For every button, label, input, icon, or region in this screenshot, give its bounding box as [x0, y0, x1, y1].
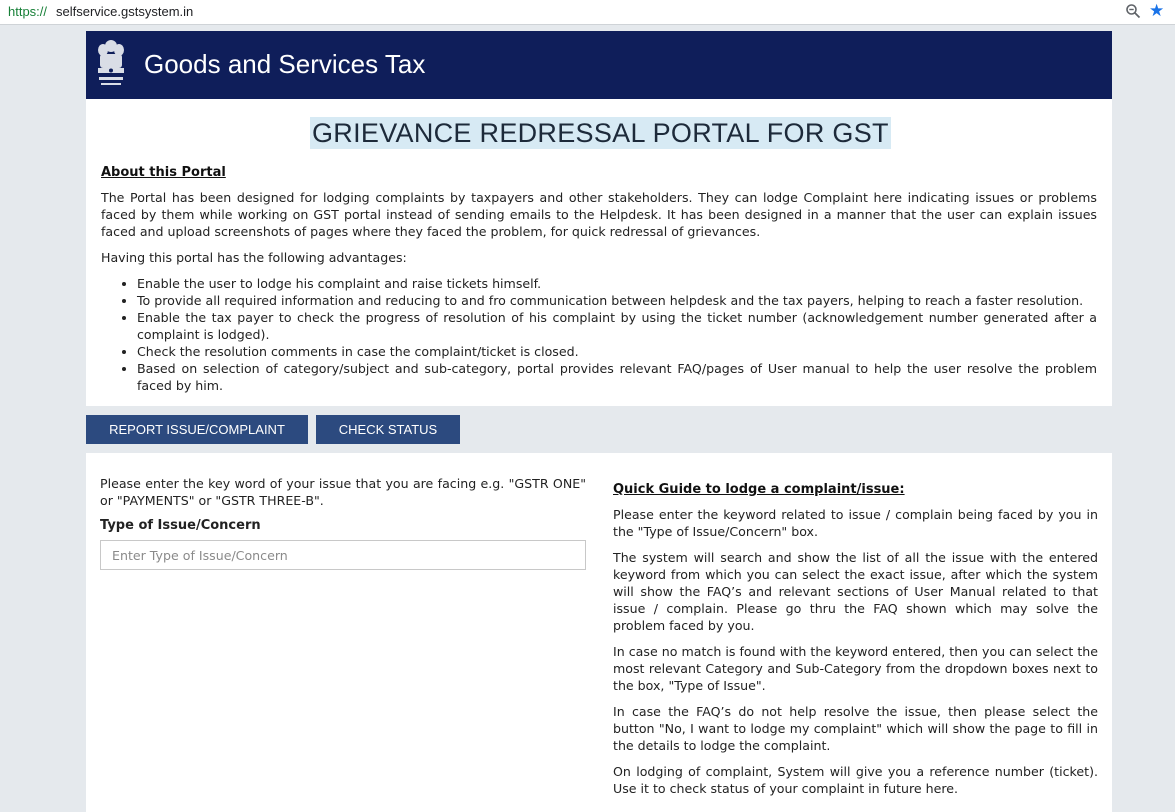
list-item: Based on selection of category/subject and sub-category, portal provides relevant FAQ/pages of User manual to help the user resolve the problem faced by him. [137, 361, 1097, 393]
guide-paragraph: In case the FAQ’s do not help resolve the issue, then please select the button "No, I want to lodge my complaint" which will show the page to fill in the details to lodge the complaint. [613, 704, 1098, 753]
list-item: To provide all required information and reducing to and fro communication between helpdesk and the tax payers, helping to reach a faster resolution. [137, 292, 1097, 309]
guide-paragraph: In case no match is found with the keyword entered, then you can select the most relevant Category and Sub-Category from the dropdown boxes next to the box, "Type of Issue". [613, 644, 1098, 693]
site-title: Goods and Services Tax [144, 49, 426, 79]
advantages-list [101, 275, 1097, 394]
list-item: Check the resolution comments in case the complaint/ticket is closed. [137, 343, 1097, 360]
emblem-logo [94, 37, 128, 93]
list-item: Enable the tax payer to check the progress of resolution of his complaint by using the ticket number (acknowledgement number generated after a complaint is lodged). [137, 310, 1097, 342]
issue-type-input[interactable] [100, 540, 586, 570]
guide-paragraph: Please enter the keyword related to issue / complain being faced by you in the "Type of Issue/Concern" box. [613, 507, 1098, 539]
report-issue-button[interactable]: REPORT ISSUE/COMPLAINT [86, 415, 308, 444]
quick-guide-heading: Quick Guide to lodge a complaint/issue: [613, 482, 905, 497]
page-title: GRIEVANCE REDRESSAL PORTAL FOR GST [312, 118, 889, 148]
url-host: selfservice.gstsystem.in [56, 4, 194, 19]
about-heading: About this Portal [101, 165, 226, 180]
advantages-lead: Having this portal has the following advantages: [101, 250, 407, 265]
keyword-help-text: Please enter the key word of your issue that you are facing e.g. "GSTR ONE" or "PAYMENTS" or "GSTR THREE-B". [100, 476, 586, 508]
zoom-icon[interactable] [1125, 3, 1141, 19]
list-item: Enable the user to lodge his complaint and raise tickets himself. [137, 275, 1097, 292]
guide-paragraph: On lodging of complaint, System will give you a reference number (ticket). Use it to check status of your complaint in future here. [613, 764, 1098, 796]
issue-type-label: Type of Issue/Concern [100, 518, 261, 533]
check-status-button[interactable]: CHECK STATUS [316, 415, 460, 444]
browser-address-bar[interactable] [0, 0, 1175, 25]
site-header [86, 31, 1112, 99]
about-text: The Portal has been designed for lodging complaints by taxpayers and other stakeholders. They can lodge Complaint here indicating issues or problems faced by them while working on GST portal instead of sending emails to the Helpdesk. It has been designed in a manner that the user can explain issues faced and upload screenshots of pages where they faced the problem, for quick redressal of grievances. [101, 190, 1097, 239]
guide-paragraph: The system will search and show the list of all the issue with the entered keyword from which you can select the exact issue, after which the system will show the FAQ’s and relevant sections of User Manual related to that issue / complain. Please go thru the FAQ shown which may solve the problem faced by you. [613, 550, 1098, 633]
star-icon[interactable]: ★ [1149, 1, 1165, 21]
url-scheme: https:// [8, 4, 48, 19]
